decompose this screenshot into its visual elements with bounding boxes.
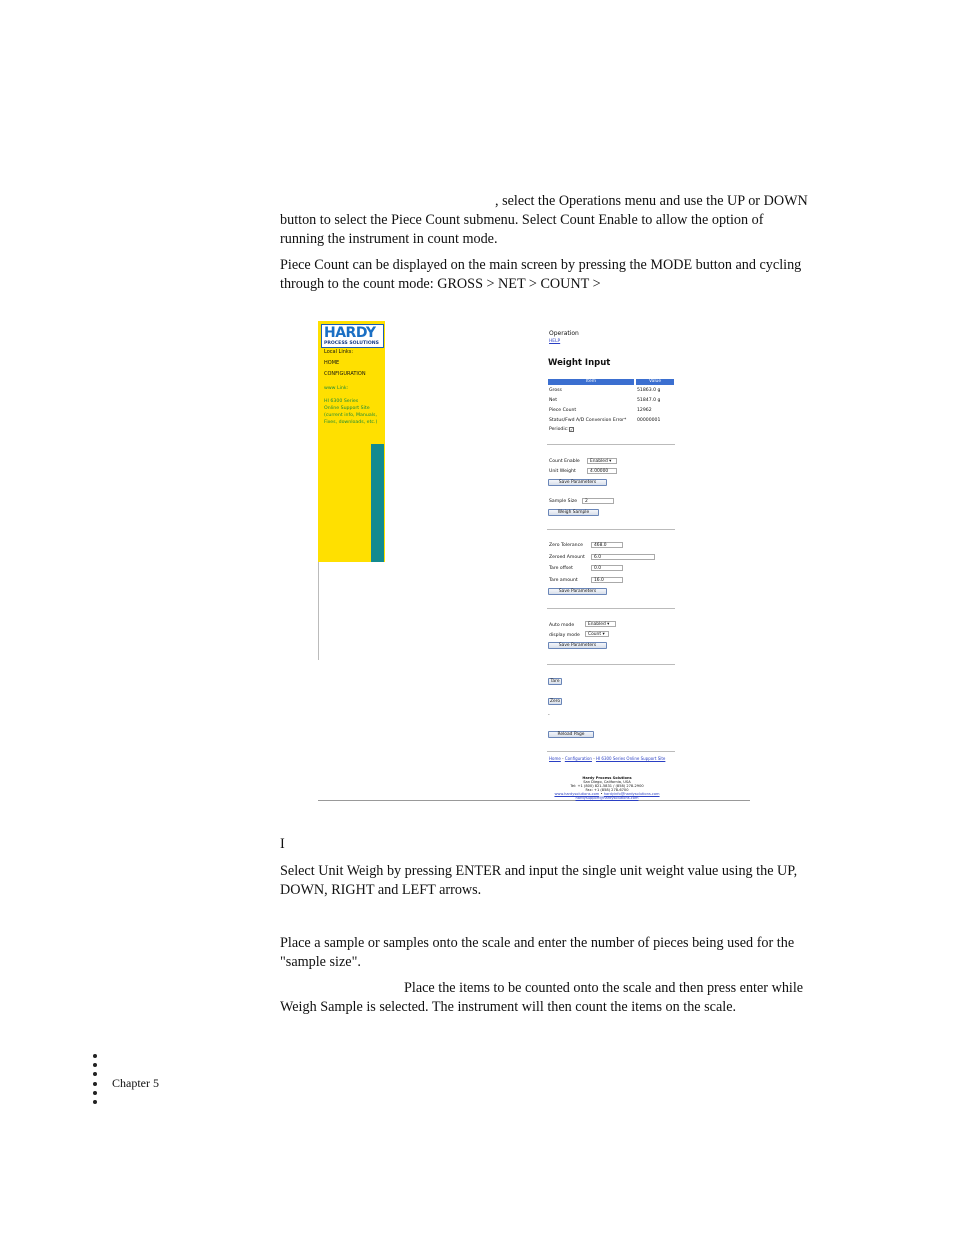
p5-line1: Place the items to be counted onto the scale and then press enter while [404,980,804,996]
save-parameters-button[interactable]: Save Parameters [548,588,607,595]
sidebar-accent-bar [371,444,384,562]
display-mode-label: display mode [549,633,580,638]
count-enable-select[interactable] [587,458,617,464]
series-link-line2[interactable]: Online Support Site [324,406,370,411]
company-name: Hardy Process Solutions [582,776,632,780]
count-enable-value: Enabled [590,459,608,464]
p4-line2: "sample size". [280,954,361,970]
unit-weight-input[interactable]: 4.00000 [587,468,617,474]
table-row-item: Piece Count [549,408,577,413]
paragraph-operations [280,192,811,249]
footer-link-home[interactable]: Home [549,756,561,761]
save-parameters-button[interactable]: Save Parameters [548,642,607,649]
embedded-screenshot [318,321,750,801]
p2-line1: Piece Count can be displayed on the main screen by pressing the MODE button and cycling [280,257,802,273]
sidebar-link-home[interactable]: HOME [324,360,340,366]
tare-amount-label: Tare amount [549,578,578,583]
operation-label: Operation [549,330,579,337]
page-title: Weight Input [548,358,611,368]
zeroed-amount-input[interactable]: 6.0 [591,554,655,560]
p1-line1: , select the Operations menu and use the UP or DOWN [495,193,808,209]
help-link[interactable]: HELP [549,339,561,344]
zeroed-amount-label: Zeroed Amount [549,555,585,560]
sidebar [318,321,385,562]
periodic-label: Periodic: [549,427,569,432]
divider [547,608,675,609]
hardy-logo [321,324,384,348]
tare-offset-label: Tare offset [549,566,573,571]
auto-mode-value: Enabled [588,622,606,627]
support-email-line [547,796,667,800]
company-tel: Tel: +1 (800) 821-5831 / (858) 278-2900 [570,784,644,788]
p4-line1: Place a sample or samples onto the scale and enter the number of pieces being used for the [280,935,795,951]
chevron-down-icon: ▾ [607,622,610,627]
save-parameters-button[interactable]: Save Parameters [548,479,607,486]
sidebar-divider [318,562,319,660]
chevron-down-icon: ▾ [602,632,605,637]
table-row-item: Gross [549,388,562,393]
series-link-line1[interactable]: HI 6300 Series [324,399,359,404]
www-link-label: www Link: [324,386,349,391]
series-link-line4[interactable]: Fixes, downloads, etc.) [324,420,378,425]
p1-line3: running the instrument in count mode. [280,231,498,247]
local-links-label: Local Links: [324,349,354,355]
sidebar-link-configuration[interactable]: CONFIGURATION [324,371,366,377]
divider [547,664,675,665]
zero-button[interactable]: Zero [549,699,561,704]
weigh-sample-button[interactable]: Weigh Sample [548,509,599,516]
footer-separator: - [560,756,565,761]
tare-button[interactable]: Tare [548,678,562,685]
company-city: San Diego, California, USA [583,780,631,784]
footer-links [549,756,665,761]
table-row-item: Net [549,398,558,403]
p5-line2: Weigh Sample is selected. The instrument will then count the items on the scale. [280,999,737,1015]
chevron-down-icon: ▾ [609,459,612,464]
p3-line2: DOWN, RIGHT and LEFT arrows. [280,882,482,898]
table-row-value: 12962 [637,408,652,413]
table-row-value: 51863.0 g [637,388,661,393]
sample-size-label: Sample Size [549,499,578,504]
reload-page-button[interactable]: Reload Page [548,731,594,738]
paragraph-weigh-sample [280,979,811,1017]
paragraph-sample-size [280,934,811,972]
table-row-item: Status/Fwd A/D Conversion Error* [549,418,627,423]
footer-link-support[interactable]: HI 6300 Series Online Support Site [595,756,666,761]
p2-line2: through to the count mode: GROSS > NET > COUNT > [280,276,601,292]
company-email-link[interactable]: hardyinfo@hardysolutions.com [603,792,660,796]
p3-line1: Select Unit Weigh by pressing ENTER and input the single unit weight value using the UP, [280,863,798,879]
count-enable-label: Count Enable [549,459,580,464]
display-mode-select[interactable] [585,631,609,637]
table-header-value: Value [636,379,674,385]
divider [547,529,675,530]
logo-mark: HARDY [324,325,376,341]
company-web-link[interactable]: www.hardysolutions.com [554,792,600,796]
support-email-link[interactable]: hardysupport@hardysolutions.com [575,796,639,800]
periodic-checkbox[interactable]: ✓ [570,427,574,432]
company-web-line: www.hardysolutions.com • hardyinfo@hardysolutions.com [554,792,660,796]
paragraph-unit-weigh [280,862,811,900]
paragraph-display-mode [280,256,811,294]
p1-line2: button to select the Piece Count submenu. Select Count Enable to allow the option of [280,212,764,228]
sample-size-input[interactable]: 2 [582,498,614,504]
footer-separator: - [591,756,596,761]
tare-amount-input[interactable]: 16.0 [591,577,623,583]
zero-tolerance-label: Zero Tolerance [549,543,583,548]
zero-tolerance-input[interactable]: 468.0 [591,542,623,548]
auto-mode-select[interactable] [585,621,616,627]
logo-tagline: PROCESS SOLUTIONS [324,341,379,346]
unit-weight-label: Unit Weight [549,469,576,474]
table-row-value: 51847.0 g [637,398,661,403]
divider [547,751,675,752]
table-row-value: 00000001 [637,418,661,423]
display-mode-value: Count [588,632,602,637]
chapter-label: Chapter 5 [112,1076,159,1090]
company-fax: Fax: +1 (858) 278-6700 [585,788,629,792]
series-link-line3[interactable]: (current info, Manuals, [324,413,377,418]
footer-link-configuration[interactable]: Configuration [564,756,592,761]
divider [547,444,675,445]
footer-dot-rule [92,1054,98,1109]
dash-text: - [548,713,550,718]
table-header-item: Item [548,379,634,385]
stray-letter: I [280,836,285,852]
tare-offset-input[interactable]: 0.0 [591,565,623,571]
auto-mode-label: Auto mode [549,623,575,628]
